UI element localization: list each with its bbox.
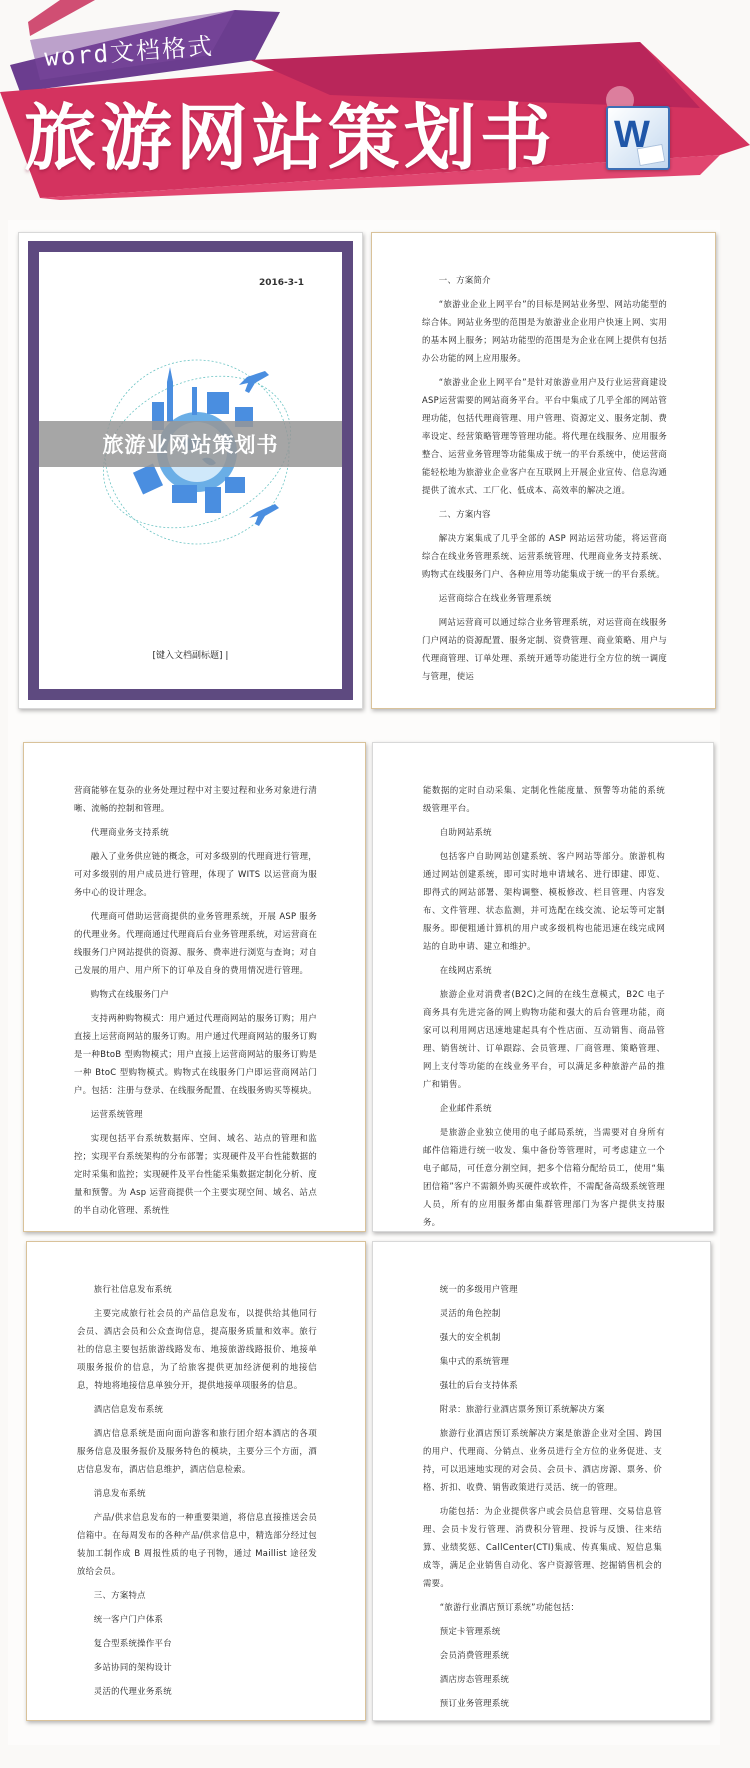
page-content (423, 1280, 662, 1718)
document-page-6 (372, 1241, 711, 1721)
paragraph: 主要完成旅行社会员的产品信息发布，以提供给其他同行会员、酒店会员和公众查询信息，提高服务质量和效率。旅行社的信息主要包括旅游线路发布、地接旅游线路报价、地接单项服务报价的信息，为了给旅客提供更加经济便利的地接信息，特地将地接信息单独分开，提供地接单项服务的信息。 (77, 1308, 317, 1390)
paragraph: “旅游业企业上网平台”的目标是网站业务型、网站功能型的综合体。网站业务型的范围是为旅游业企业用户快速上网、实用的基本网上服务；网站功能型的范围是为企业在网上提供有包括办公功能的网上应用服务。 (422, 299, 667, 363)
paragraph: 酒店信息系统是面向面向游客和旅行团介绍本酒店的各项服务信息及服务报价及服务特色的模块，主要分三个方面，酒店信息发布，酒店信息维护，酒店信息检索。 (77, 1428, 317, 1474)
banner-title: 旅游网站策划书 (24, 96, 557, 180)
section-heading: 二、方案内容 (438, 509, 491, 519)
section-heading: 在线网店系统 (439, 965, 492, 975)
format-tag: word文档格式 (43, 32, 215, 72)
section-heading: 购物式在线服务门户 (90, 989, 169, 999)
section-heading: 预订业务管理系统 (439, 1698, 510, 1708)
cover-page (18, 232, 363, 709)
section-heading: 预定卡管理系统 (439, 1626, 501, 1636)
section-heading: 企业邮件系统 (439, 1103, 492, 1113)
paragraph: “旅游业企业上网平台”是针对旅游业用户及行业运营商建设ASP运营需要的网站商务平台。平台中集成了几乎全部的网站管理功能，包括代理商管理、用户管理、资源定义、服务定制、费率设定、经营策略管理等管理功能。将代理在线服务、应用服务整合、运营业务管理等功能集成于统一的平台系统中，使运营商能轻松地为旅游业企业客户在互联网上开展企业宣传、信息沟通提供了流水式、工厂化、低成本、高效率的解决之道。 (422, 377, 667, 495)
document-page-2 (371, 232, 716, 709)
section-heading: 一、方案简介 (438, 275, 491, 285)
paragraph: 网站运营商可以通过综合业务管理系统，对运营商在线服务门户网站的资源配置、服务定制、资费管理、商业策略、用户与代理商管理、订单处理、系统开通等功能进行全方位的统一调度与管理，使运 (422, 617, 667, 681)
section-heading: 强大的安全机制 (439, 1332, 501, 1342)
cover-title: 旅游业网站策划书 (102, 433, 279, 457)
section-heading: 灵活的代理业务系统 (93, 1686, 172, 1696)
document-page-5 (26, 1241, 366, 1721)
page-content (74, 781, 317, 1225)
section-heading: 集中式的系统管理 (439, 1356, 510, 1366)
word-document-icon: W (606, 106, 670, 170)
section-heading: 运营系统管理 (90, 1109, 143, 1119)
paragraph: 产品/供求信息发布的一种重要渠道，将信息直接推送会员信箱中。在每周发布的各种产品/供求信息中，精选部分经过包装加工制作成 B 周报性质的电子刊物，通过 Maillist 途径发放给会员。 (77, 1512, 317, 1576)
section-heading: “旅游行业酒店预订系统”功能包括： (439, 1602, 580, 1612)
page-content (422, 271, 667, 691)
cover-title-band (39, 421, 342, 467)
paragraph: 能数据的定时自动采集、定制化性能度量、预警等功能的系统级管理平台。 (423, 785, 665, 813)
paragraph: 解决方案集成了几乎全部的 ASP 网站运营功能，将运营商综合在线业务管理系统、运营系统管理、代理商业务支持系统、购物式在线服务门户、各种应用等功能集成于统一的平台系统。 (422, 533, 667, 579)
paragraph: 旅游企业对消费者(B2C)之间的在线生意模式，B2C 电子商务具有先进完备的网上购物功能和强大的后台管理功能，商家可以利用网店迅速地建起具有个性店面、互动销售、商品管理、销售统计、订单跟踪、会员管理、厂商管理、策略管理、网上支付等功能的在线业务平台，可以满足多种旅游产品的推广和销售。 (423, 989, 665, 1089)
section-heading: 统一的多级用户管理 (439, 1284, 518, 1294)
section-heading: 代理商业务支持系统 (90, 827, 169, 837)
page-content (77, 1280, 317, 1706)
paragraph: 功能包括：为企业提供客户或会员信息管理、交易信息管理、会员卡发行管理、消费积分管理、投诉与反馈、往来结算、业绩奖惩、CallCenter(CTI)集成、传真集成、短信息集成等，满足企业销售自动化、客户资源管理、挖掘销售机会的需要。 (423, 1506, 662, 1588)
page-content (423, 781, 665, 1232)
section-heading: 消息发布系统 (93, 1488, 146, 1498)
document-page-3 (23, 742, 366, 1232)
paragraph: 旅游行业酒店预订系统解决方案是旅游企业对全国、跨国的用户、代理商、分销点、业务员进行全方位的业务促进、支持，可以迅速地实现的对会员、会员卡、酒店房源、票务、价格、折扣、收费、销售政策进行灵活、统一的管理。 (423, 1428, 662, 1492)
section-heading: 强壮的后台支持体系 (439, 1380, 518, 1390)
section-heading: 灵活的角色控制 (439, 1308, 501, 1318)
section-heading: 统一客户门户体系 (93, 1614, 164, 1624)
document-preview-area (8, 220, 720, 1745)
document-page-4 (372, 742, 714, 1232)
section-heading: 多站协同的架构设计 (93, 1662, 172, 1672)
header-banner (0, 0, 750, 200)
section-heading: 运营商综合在线业务管理系统 (438, 593, 552, 603)
paragraph: 是旅游企业独立使用的电子邮局系统，当需要对自身所有邮件信箱进行统一收发、集中备份等管理时，可考虑建立一个电子邮局，可任意分割空间，把多个信箱分配给员工，使用“集团信箱”客户不需额外购买硬件或软件，不需配备高级系统管理人员，所有的应用服务都由集群管理部门为客户提供支持服务。 (423, 1127, 665, 1227)
section-heading: 酒店房态管理系统 (439, 1674, 510, 1684)
paragraph: 营商能够在复杂的业务处理过程中对主要过程和业务对象进行清晰、流畅的控制和管理。 (74, 785, 317, 813)
cover-frame (28, 241, 353, 700)
paragraph: 包括客户自助网站创建系统、客户网站等部分。旅游机构通过网站创建系统，即可实时地申请域名、进行即建、即览、即得式的网站部署、架构调整、模板修改、栏目管理、内容发布、文件管理、状态监测，并可选配在线交流、论坛等可定制服务。即便粗通计算机的用户或多级机构也能迅速在线完成网站的自助申请、建立和维护。 (423, 851, 665, 951)
section-heading: 附录：旅游行业酒店票务预订系统解决方案 (439, 1404, 605, 1414)
section-heading: 旅行社信息发布系统 (93, 1284, 172, 1294)
section-heading: 复合型系统操作平台 (93, 1638, 172, 1648)
section-heading: 三、方案特点 (93, 1590, 146, 1600)
paragraph: 支持两种购物模式：用户通过代理商网站的服务订购；用户直接上运营商网站的服务订购。用户通过代理商网站的服务订购是一种BtoB 型购物模式；用户直接上运营商网站的服务订购是一种 BtoC 型购物模式。购物式在线服务门户即运营商网站门户。包括：注册与登录、在线服务配置、在线服务购买等模块。 (74, 1013, 317, 1095)
section-heading: 酒店信息发布系统 (93, 1404, 164, 1414)
section-heading: 会员消费管理系统 (439, 1650, 510, 1660)
cover-subtitle-placeholder[interactable]: [键入文档副标题] | (152, 651, 229, 661)
paragraph: 代理商可借助运营商提供的业务管理系统，开展 ASP 服务的代理业务。代理商通过代理商后台业务管理系统，对运营商在线服务门户网站提供的资源、服务、费率进行浏览与查询；对自己发展的用户、用户所下的订单及自身的费用情况进行管理。 (74, 911, 317, 975)
paragraph: 实现包括平台系统数据库、空间、域名、站点的管理和监控；实现平台系统架构的分布部署；实现硬件及平台性能数据的定时采集和监控；实现硬件及平台性能采集数据定制化分析、度量和预警。为 Asp 运营商提供一个主要实现空间、域名、站点的半自动化管理、系统性 (74, 1133, 317, 1215)
paragraph: 融入了业务供应链的概念，可对多级别的代理商进行管理，可对多级别的用户成员进行管理，体现了 WITS 以运营商为服务中心的设计理念。 (74, 851, 317, 897)
cover-date: 2016-3-1 (258, 278, 304, 288)
section-heading: 自助网站系统 (439, 827, 492, 837)
